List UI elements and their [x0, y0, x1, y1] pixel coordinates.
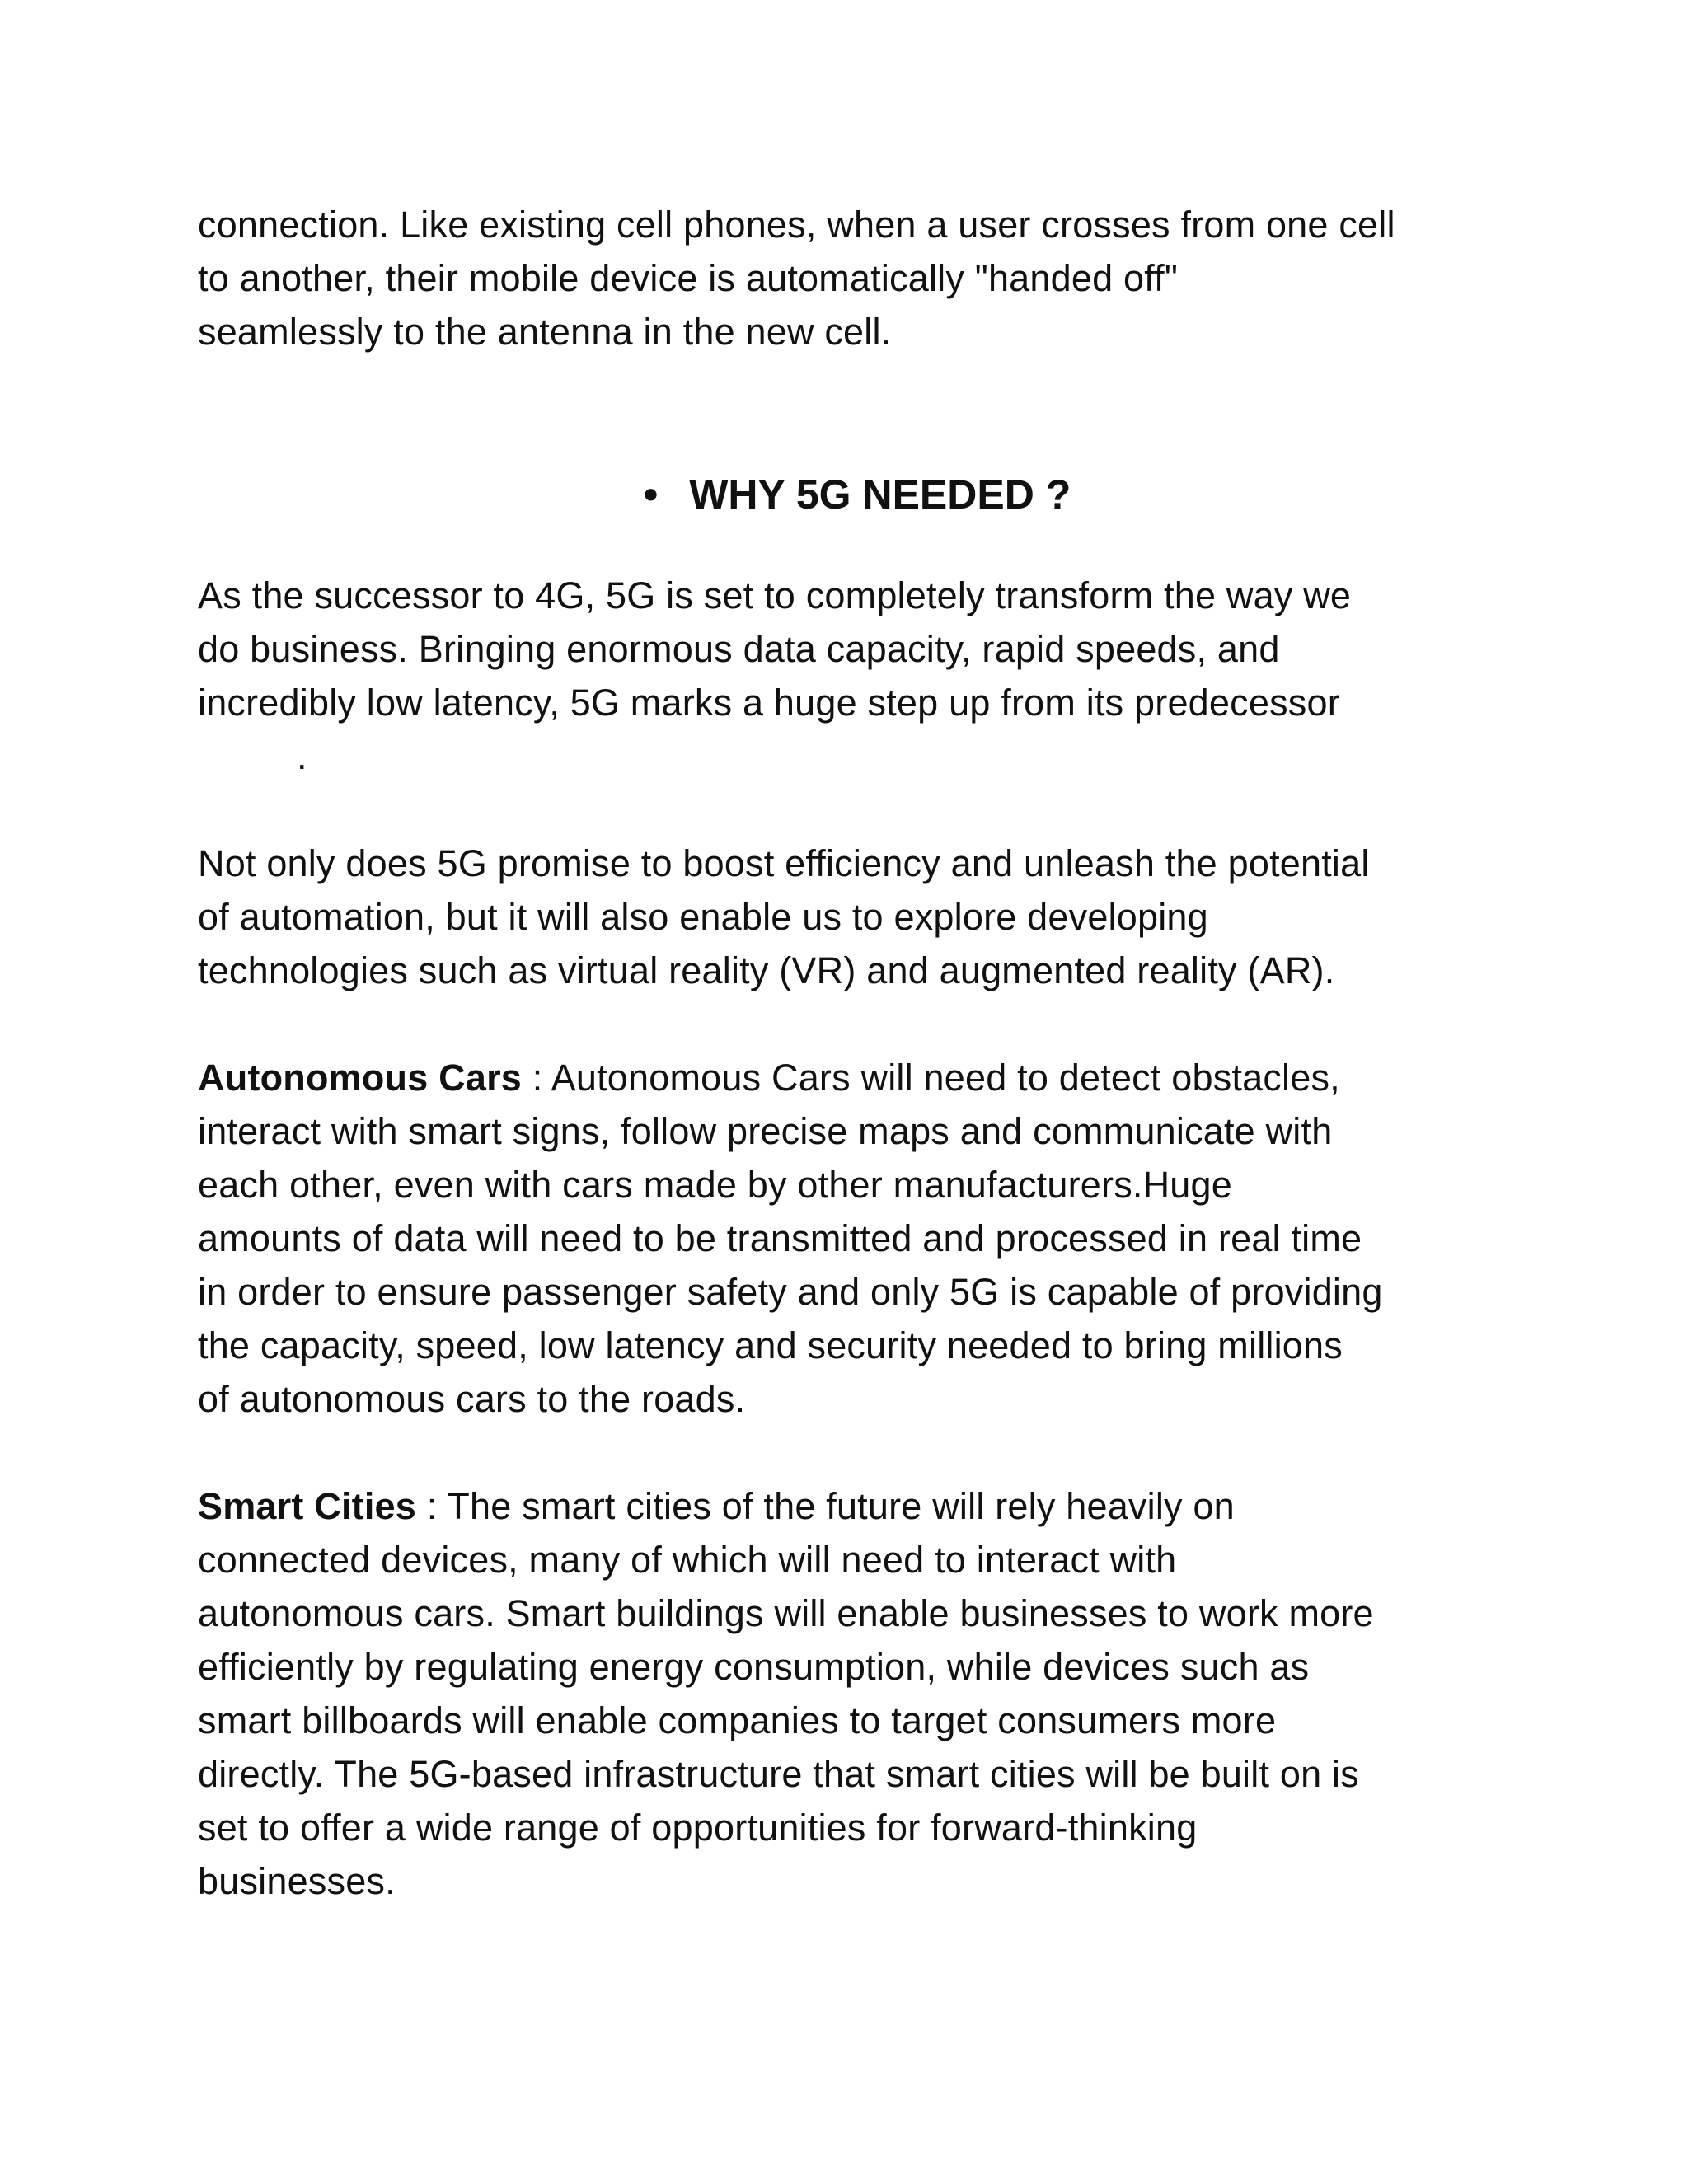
text-line	[198, 1479, 1484, 1533]
text-line: businesses.	[198, 1860, 396, 1902]
not-only-paragraph	[198, 837, 1484, 997]
heading-text: WHY 5G NEEDED ?	[689, 471, 1071, 518]
text-line: directly. The 5G-based infrastructure that smart cities will be built on is	[198, 1753, 1359, 1795]
text-line: technologies such as virtual reality (VR) and augmented reality (AR).	[198, 949, 1335, 991]
successor-paragraph	[198, 569, 1484, 783]
text-line: do business. Bringing enormous data capacity, rapid speeds, and	[198, 628, 1280, 670]
text-line: connection. Like existing cell phones, when a user crosses from one cell	[198, 204, 1395, 246]
intro-paragraph	[198, 198, 1484, 359]
text-line: seamlessly to the antenna in the new cell.	[198, 311, 892, 353]
page-content	[198, 198, 1484, 1908]
text-line: of automation, but it will also enable us to explore developing	[198, 896, 1208, 938]
text-line: of autonomous cars to the roads.	[198, 1378, 746, 1420]
text-line	[198, 1051, 1484, 1104]
text-line: the capacity, speed, low latency and security needed to bring millions	[198, 1324, 1343, 1366]
text-line: interact with smart signs, follow precise maps and communicate with	[198, 1110, 1333, 1152]
trailing-period: .	[297, 735, 307, 777]
text-line: set to offer a wide range of opportunities for forward-thinking	[198, 1807, 1198, 1849]
smart-cities-paragraph	[198, 1479, 1484, 1908]
smart-cities-term: Smart Cities	[198, 1485, 416, 1527]
text-line: incredibly low latency, 5G marks a huge step up from its predecessor	[198, 682, 1340, 724]
text-line: autonomous cars. Smart buildings will enable businesses to work more	[198, 1592, 1374, 1634]
text-line: each other, even with cars made by other manufacturers.Huge	[198, 1164, 1232, 1206]
text-line: to another, their mobile device is automatically "handed off"	[198, 257, 1179, 299]
smart-cities-first-line: : The smart cities of the future will rely heavily on	[416, 1485, 1235, 1527]
text-line: amounts of data will need to be transmitted and processed in real time	[198, 1217, 1362, 1259]
text-line: Not only does 5G promise to boost efficiency and unleash the potential	[198, 842, 1370, 884]
text-line: connected devices, many of which will need to interact with	[198, 1539, 1177, 1581]
autonomous-cars-term: Autonomous Cars	[198, 1057, 523, 1099]
text-line: in order to ensure passenger safety and only 5G is capable of providing	[198, 1271, 1383, 1313]
section-heading	[198, 466, 1484, 523]
bullet-icon: •	[643, 471, 659, 518]
autonomous-cars-first-line: : Autonomous Cars will need to detect obstacles,	[522, 1057, 1340, 1099]
text-line: smart billboards will enable companies to target consumers more	[198, 1699, 1277, 1741]
text-line: efficiently by regulating energy consumption, while devices such as	[198, 1646, 1310, 1688]
autonomous-cars-paragraph	[198, 1051, 1484, 1426]
text-line: As the successor to 4G, 5G is set to completely transform the way we	[198, 574, 1352, 616]
